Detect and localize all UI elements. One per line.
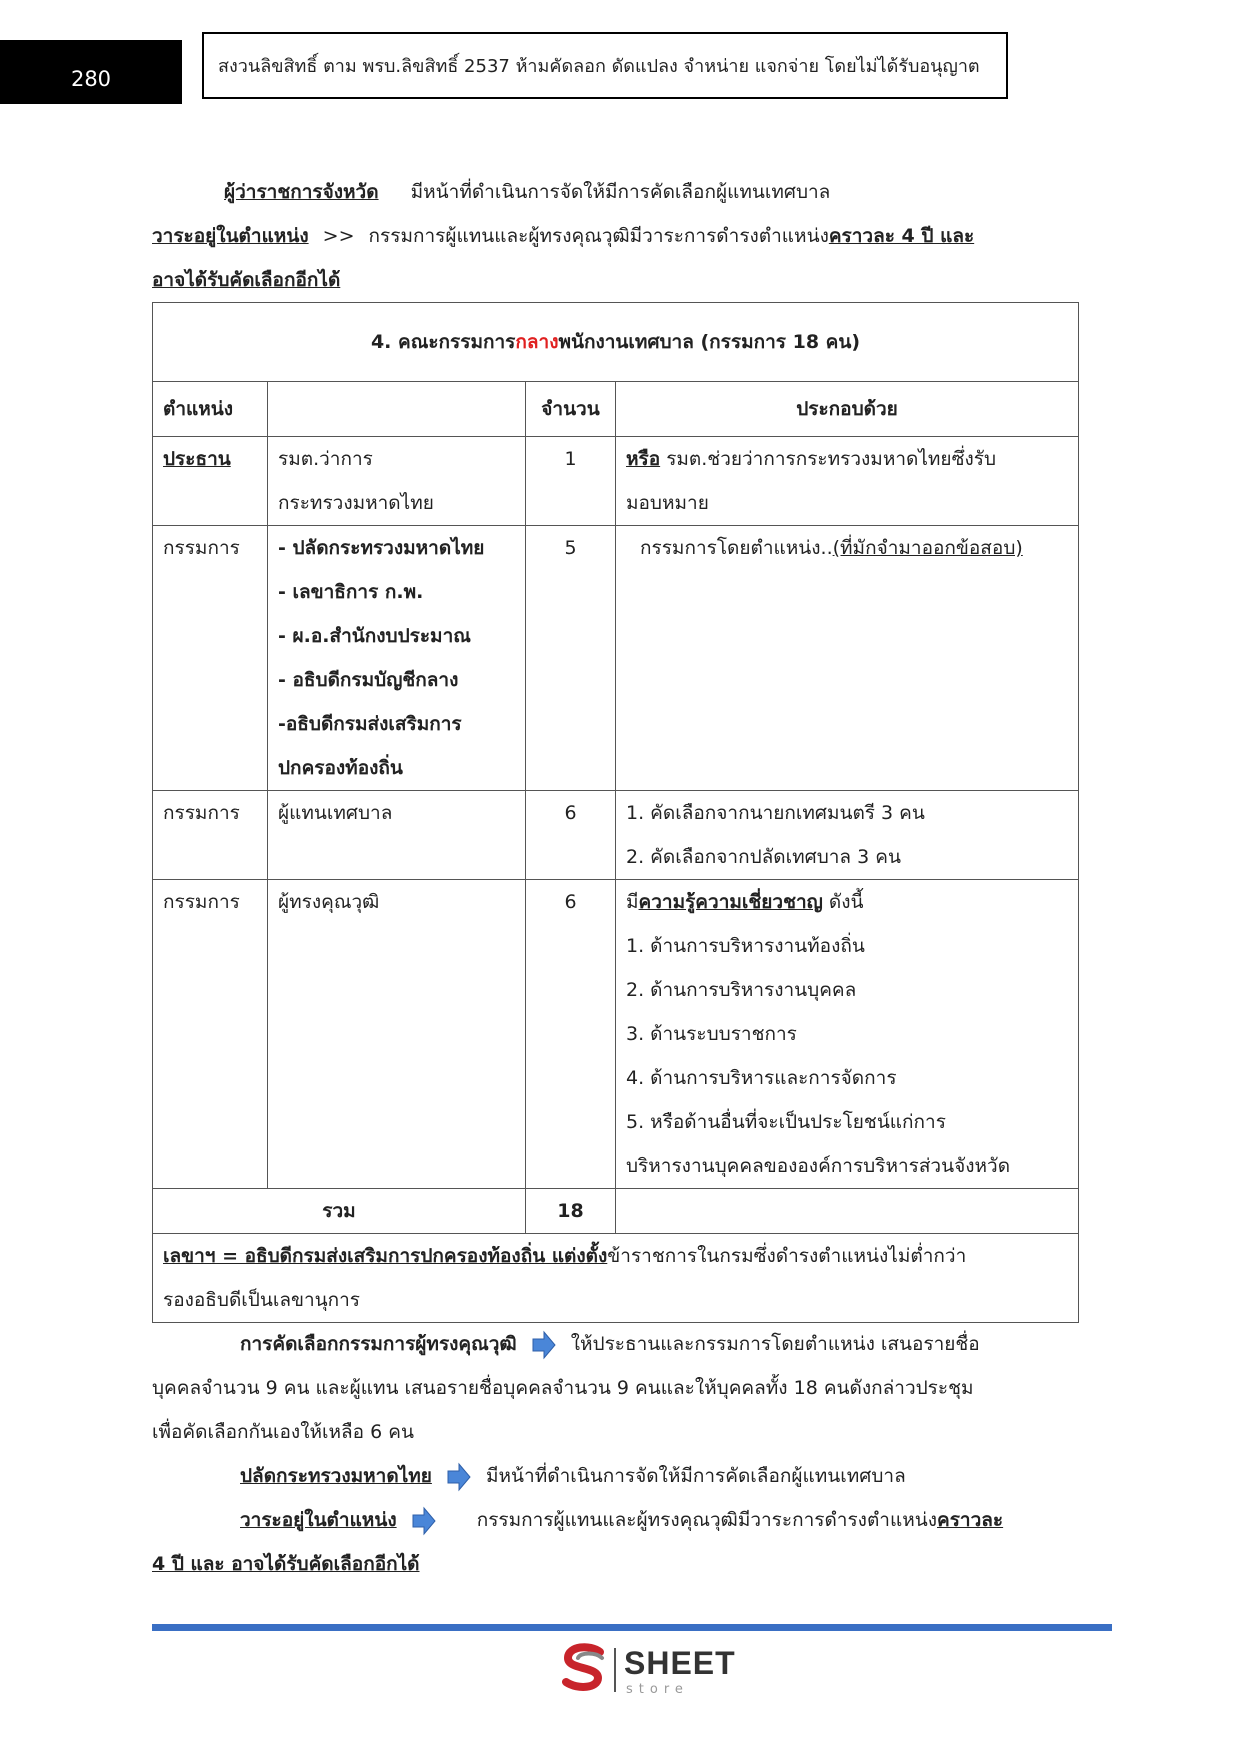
row3-desc [616, 791, 1079, 880]
secretary-bold: เลขาฯ = อธิบดีกรมส่งเสริมการปกครองท้องถิ่น แต่งตั้ง [163, 1245, 608, 1267]
term-text: กรรมการผู้แทนและผู้ทรงคุณวุฒิมีวาระการดำรงตำแหน่ง [368, 225, 829, 247]
row3-position: กรรมการ [153, 791, 268, 880]
row1-count: 1 [526, 437, 616, 526]
row1-who-line: รมต.ว่าการ [278, 448, 373, 470]
row4-count: 6 [526, 880, 616, 1189]
row1-position: ประธาน [153, 437, 268, 526]
title-red: กลาง [515, 331, 559, 353]
table-total-row [153, 1189, 1079, 1234]
header-position: ตำแหน่ง [153, 382, 268, 437]
row4-desc-pre: มี [626, 891, 639, 913]
selection-text-1: ให้ประธานและกรรมการโดยตำแหน่ง เสนอรายชื่อ [570, 1333, 980, 1355]
row4-item: 1. ด้านการบริหารงานท้องถิ่น [626, 935, 865, 957]
permsec-line [152, 1454, 1079, 1498]
row2-who-line: -อธิบดีกรมส่งเสริมการ [278, 713, 462, 735]
row4-desc-post: ดังนี้ [822, 891, 864, 913]
arrow-right-icon [411, 1506, 437, 1536]
table-title-row [153, 303, 1079, 382]
row4-position: กรรมการ [153, 880, 268, 1189]
row1-desc [616, 437, 1079, 526]
row2-count: 5 [526, 526, 616, 791]
row2-who-line: - ผ.อ.สำนักงบประมาณ [278, 625, 471, 647]
selection-line-1 [152, 1322, 1079, 1366]
selection-text-3: เพื่อคัดเลือกกันเองให้เหลือ 6 คน [152, 1421, 414, 1443]
sheet-store-logo-icon [556, 1642, 616, 1698]
row2-desc-text: กรรมการโดยตำแหน่ง.. [640, 537, 833, 559]
secretary-cell [153, 1234, 1079, 1323]
total-label: รวม [153, 1189, 526, 1234]
title-pre: 4. คณะกรรมการ [370, 331, 516, 353]
term2-bold-2: 4 ปี และ อาจได้รับคัดเลือกอีกได้ [152, 1553, 420, 1575]
permsec-text: มีหน้าที่ดำเนินการจัดให้มีการคัดเลือกผู้แทนเทศบาล [486, 1465, 906, 1487]
row4-item: 5. หรือด้านอื่นที่จะเป็นประโยชน์แก่การ [626, 1111, 946, 1133]
term2-line-2 [152, 1542, 420, 1586]
row3-count: 6 [526, 791, 616, 880]
row4-who: ผู้ทรงคุณวุฒิ [268, 880, 526, 1189]
header-count: จำนวน [526, 382, 616, 437]
term2-line [152, 1498, 1079, 1542]
term-separator: >> [322, 225, 355, 247]
header-blank [268, 382, 526, 437]
term-bold-2: อาจได้รับคัดเลือกอีกได้ [152, 269, 341, 291]
table-row [153, 791, 1079, 880]
table-row [153, 526, 1079, 791]
row4-item: บริหารงานบุคคลขององค์การบริหารส่วนจังหวัด [626, 1155, 1011, 1177]
table-title [153, 303, 1079, 382]
term-label: วาระอยู่ในตำแหน่ง [152, 225, 309, 247]
row1-who-line: กระทรวงมหาดไทย [278, 492, 434, 514]
arrow-right-icon [531, 1330, 557, 1360]
copyright-notice [202, 32, 1008, 99]
table-header-row [153, 382, 1079, 437]
row4-item: 4. ด้านการบริหารและการจัดการ [626, 1067, 897, 1089]
term-bold-1: คราวละ 4 ปี และ [828, 225, 975, 247]
row2-who-line: ปกครองท้องถิ่น [278, 757, 403, 779]
row2-who-line: - เลขาธิการ ก.พ. [278, 581, 424, 603]
row3-desc-line: 2. คัดเลือกจากปลัดเทศบาล 3 คน [626, 846, 901, 868]
row3-who: ผู้แทนเทศบาล [268, 791, 526, 880]
term2-label: วาระอยู่ในตำแหน่ง [240, 1509, 397, 1531]
row3-desc-line: 1. คัดเลือกจากนายกเทศมนตรี 3 คน [626, 802, 925, 824]
page-number: 280 [0, 40, 182, 104]
row2-who-line: - อธิบดีกรมบัญชีกลาง [278, 669, 459, 691]
row4-desc [616, 880, 1079, 1189]
logo-subtext: store [626, 1682, 689, 1697]
row2-desc-underlined: (ที่มักจำมาออกข้อสอบ) [832, 537, 1023, 559]
row2-who-line: - ปลัดกระทรวงมหาดไทย [278, 537, 485, 559]
table-row [153, 437, 1079, 526]
selection-label: การคัดเลือกกรรมการผู้ทรงคุณวุฒิ [240, 1333, 517, 1355]
copyright-text: สงวนลิขสิทธิ์ ตาม พรบ.ลิขสิทธิ์ 2537 ห้ามคัดลอก ดัดแปลง จำหน่าย แจกจ่าย โดยไม่ได้รับอนุญาต [218, 56, 980, 77]
row2-who [268, 526, 526, 791]
table-secretary-row [153, 1234, 1079, 1323]
selection-text-2: บุคคลจำนวน 9 คน และผู้แทน เสนอรายชื่อบุคคลจำนวน 9 คนและให้บุคคลทั้ง 18 คนดังกล่าวประชุม [152, 1377, 974, 1399]
selection-line-2 [152, 1366, 1079, 1410]
logo-text: SHEET [624, 1645, 736, 1681]
footer-divider [152, 1624, 1112, 1631]
logo-separator [614, 1648, 616, 1692]
row1-desc-line: มอบหมาย [626, 492, 709, 514]
header-composition: ประกอบด้วย [616, 382, 1079, 437]
row4-desc-line [626, 880, 1068, 924]
row1-who [268, 437, 526, 526]
row4-item: 3. ด้านระบบราชการ [626, 1023, 797, 1045]
row4-item: 2. ด้านการบริหารงานบุคคล [626, 979, 857, 1001]
term2-bold-1: คราวละ [937, 1509, 1004, 1531]
permsec-label: ปลัดกระทรวงมหาดไทย [240, 1465, 432, 1487]
row2-desc [616, 526, 1079, 791]
total-value: 18 [526, 1189, 616, 1234]
intro-term [152, 214, 1079, 258]
secretary-text-2: รองอธิบดีเป็นเลขานุการ [163, 1289, 361, 1311]
table-row [153, 880, 1079, 1189]
intro-term-cont [152, 258, 340, 302]
row1-desc-bold: หรือ [626, 448, 661, 470]
committee-table [152, 302, 1079, 1323]
selection-line-3 [152, 1410, 414, 1454]
intro-governor [152, 170, 1079, 214]
row4-desc-bold: ความรู้ความเชี่ยวชาญ [638, 891, 823, 913]
row2-position: กรรมการ [153, 526, 268, 791]
governor-label: ผู้ว่าราชการจังหวัด [224, 181, 379, 203]
secretary-text: ข้าราชการในกรมซึ่งดำรงตำแหน่งไม่ต่ำกว่า [607, 1245, 967, 1267]
governor-text: มีหน้าที่ดำเนินการจัดให้มีการคัดเลือกผู้แทนเทศบาล [410, 181, 831, 203]
row1-desc-text: รมต.ช่วยว่าการกระทรวงมหาดไทยซึ่งรับ [666, 448, 997, 470]
total-blank [616, 1189, 1079, 1234]
arrow-right-icon [446, 1462, 472, 1492]
term2-text: กรรมการผู้แทนและผู้ทรงคุณวุฒิมีวาระการดำรงตำแหน่ง [476, 1509, 937, 1531]
row1-desc-line [626, 437, 1068, 481]
title-post: พนักงานเทศบาล (กรรมการ 18 คน) [558, 331, 861, 353]
